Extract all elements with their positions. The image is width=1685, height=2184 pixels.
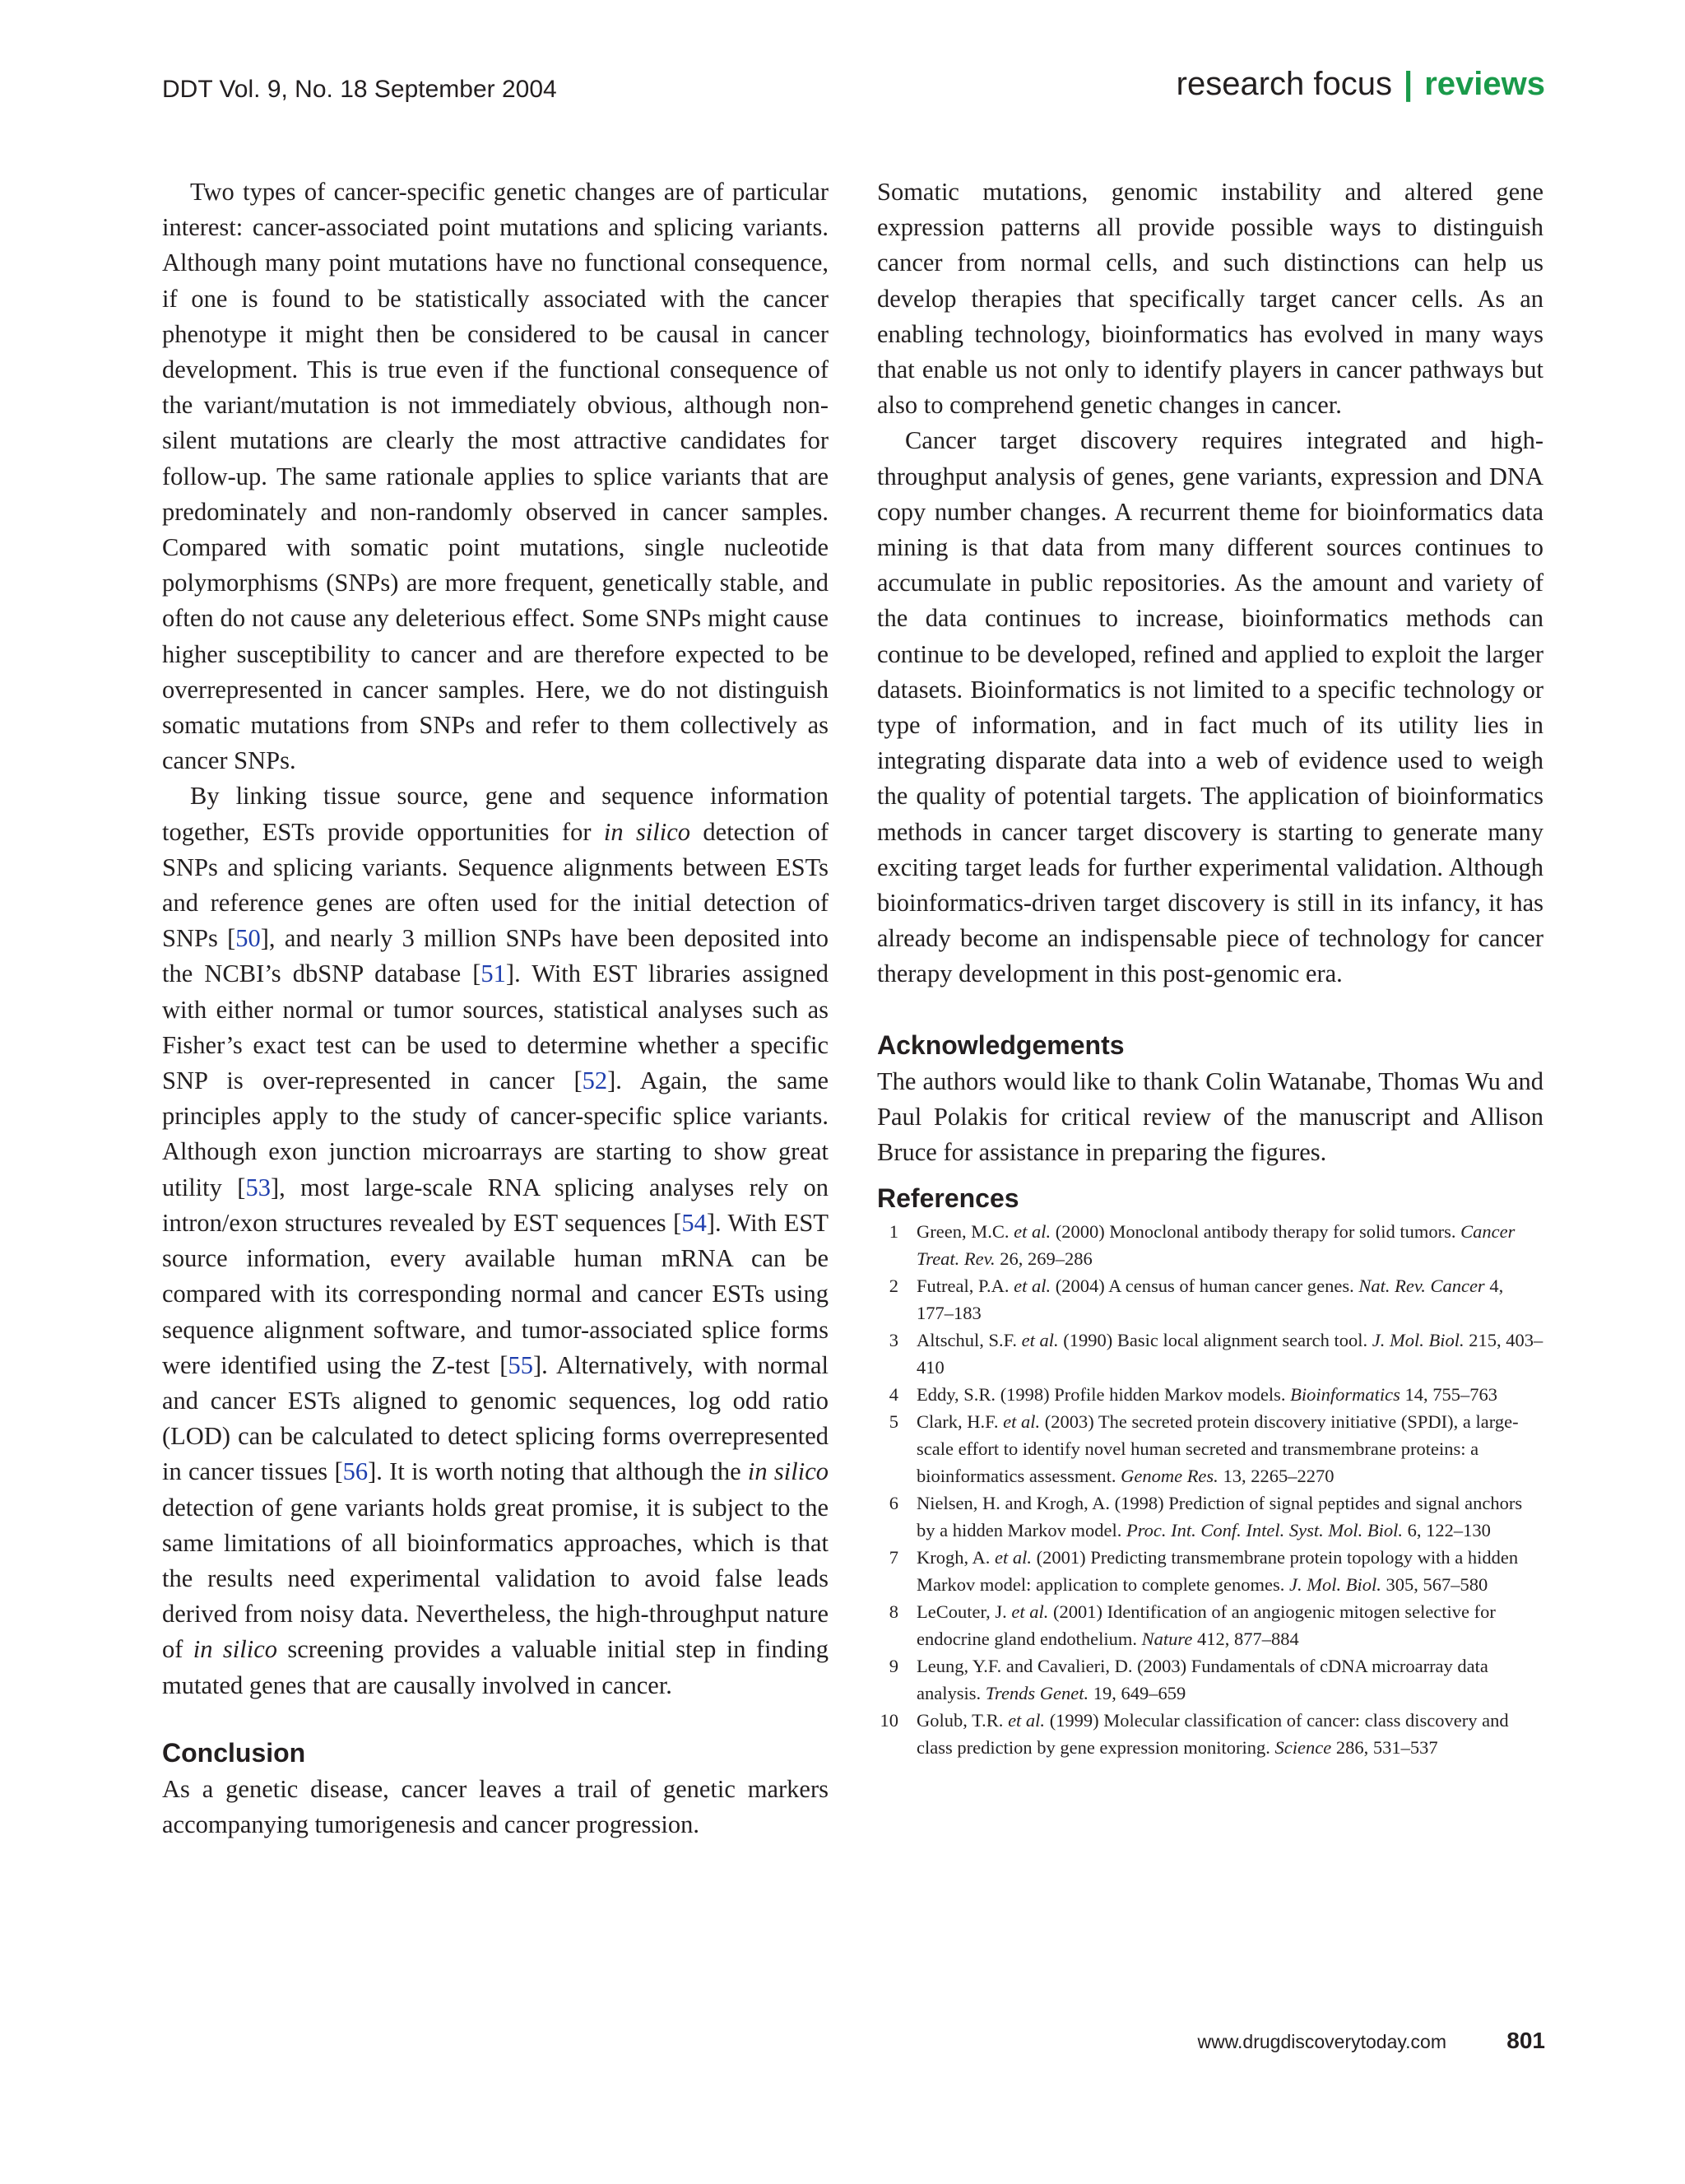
journal-name: Trends Genet. [985,1683,1089,1704]
reference-item [877,1381,1543,1408]
reference-text [917,1707,1543,1761]
volume-pages: 412, 877–884 [1192,1629,1299,1650]
text-run: By linking tissue source, gene and sequence information together, ESTs provide opportunities for [162,782,829,846]
reference-number: 4 [889,1384,898,1406]
reference-item [877,1218,1543,1272]
author: Futreal, P.A. [917,1276,1014,1297]
subsection-label: reviews [1424,66,1545,102]
journal-name: Science [1274,1737,1332,1759]
text-run: ]. Alternatively, with normal and cancer ESTs aligned to genomic sequences, log odd ratio (LOD) can be calculated to detect splicing forms overrepresented in cancer tissues [ [162,1350,829,1486]
italic-term: in silico [747,1457,829,1486]
volume-pages: 4, 177–183 [917,1276,1504,1324]
journal-name: J. Mol. Biol. [1289,1574,1381,1596]
text-run: ]. With EST source information, every available human mRNA can be compared with its corresponding normal and cancer ESTs using sequence alignment software, and tumor-associated splice forms were identified using the Z-test [ [162,1208,829,1379]
reference-text [917,1489,1543,1544]
title: (2001) Identification of an angiogenic mitogen selective for endocrine gland endothelium. [917,1601,1496,1650]
citation-link-56[interactable]: 56 [342,1457,369,1486]
reference-number: 5 [889,1411,898,1433]
volume-pages: 14, 755–763 [1400,1384,1498,1406]
journal-name: Cancer Treat. Rev. [917,1221,1516,1270]
volume-pages: 6, 122–130 [1402,1520,1491,1541]
references-heading: References [877,1183,1019,1214]
title: (2004) A census of human cancer genes. [1051,1276,1359,1297]
journal-name: Bioinformatics [1290,1384,1400,1406]
et-al: et al. [1008,1710,1046,1731]
acknowledgements-heading: Acknowledgements [877,1029,1125,1060]
reference-number: 2 [889,1276,898,1297]
paragraph-cancer-snps: Two types of cancer-specific genetic changes are of particular interest: cancer-associated point mutations and splicing variants. Although many point mutations have no functional consequence, if one is found to be statistically associated with the cancer phenotype it might then be considered to be causal in cancer development. This is true even if the functional consequence of the variant/mutation is not immediately obvious, although non-silent mutations are clearly the most attractive candidates for follow-up. The same rationale applies to splice variants that are predominately and non-randomly observed in cancer samples. Compared with somatic point mutations, single nucleotide polymorphisms (SNPs) are more frequent, genetically stable, and often do not cause any deleterious effect. Some SNPs might cause higher susceptibility to cancer and are therefore expected to be overrepresented in cancer samples. Here, we do not distinguish somatic mutations from SNPs and refer to them collectively as cancer SNPs. [162,178,829,775]
paragraph-conclusion-start: As a genetic disease, cancer leaves a trail of genetic markers accompanying tumorigenesis and cancer progression. [162,1774,829,1838]
author: Leung, Y.F. and Cavalieri, D. [917,1656,1133,1677]
volume-pages: 305, 567–580 [1381,1574,1488,1596]
title: (1998) Profile hidden Markov models. [996,1384,1291,1406]
reference-item [877,1598,1543,1652]
left-column [162,174,829,1842]
title: (2003) Fundamentals of cDNA microarray data analysis. [917,1656,1488,1704]
reference-text [917,1598,1543,1652]
text-run: ]. It is worth noting that although the [368,1457,748,1486]
right-column [877,174,1543,1761]
journal-name: Genome Res. [1121,1466,1218,1487]
text-run: detection of gene variants holds great promise, it is subject to the same limitations of all bioinformatics approaches, which is that the results need experimental validation to avoid false leads derived from noisy data. Nevertheless, the high-throughput nature of [162,1493,829,1664]
author: Green, M.C. [917,1221,1014,1243]
author: LeCouter, J. [917,1601,1012,1623]
reference-number: 10 [880,1710,898,1731]
journal-name: Nature [1141,1629,1193,1650]
journal-citation: DDT Vol. 9, No. 18 September 2004 [162,76,557,103]
reference-item [877,1544,1543,1598]
section-header [1177,66,1545,103]
author: Eddy, S.R. [917,1384,996,1406]
text-run: detection of SNPs and splicing variants. Sequence alignments between ESTs and reference genes are often used for the initial detection of SNPs [ [162,817,829,953]
volume-pages: 13, 2265–2270 [1218,1466,1335,1487]
text-run: ]. Again, the same principles apply to the study of cancer-specific splice variants. Although exon junction microarrays are starting to show great utility [ [162,1066,829,1201]
journal-name: Proc. Int. Conf. Intel. Syst. Mol. Biol. [1126,1520,1403,1541]
author: Golub, T.R. [917,1710,1009,1731]
reference-number: 8 [889,1601,898,1623]
paragraph-est-detection [162,778,829,1703]
italic-term: in silico [193,1635,277,1664]
conclusion-heading: Conclusion [162,1737,306,1768]
author: Krogh, A. [917,1547,995,1568]
reference-number: 1 [889,1221,898,1243]
text-run: ]. With EST libraries assigned with either normal or tumor sources, statistical analyses such as Fisher’s exact test can be used to determine whether a specific SNP is over-represented in cancer [ [162,960,829,1095]
paragraph-target-discovery: Cancer target discovery requires integrated and high-throughput analysis of genes, gene variants, expression and DNA copy number changes. A recurrent theme for bioinformatics data mining is that data from many different sources continues to accumulate in public repositories. As the amount and variety of the data continues to increase, bioinformatics methods can continue to be developed, refined and applied to exploit the larger datasets. Bioinformatics is not limited to a specific technology or type of information, and in fact much of its utility lies in integrating disparate data into a web of evidence used to weigh the quality of potential targets. The application of bioinformatics methods in cancer target discovery is starting to generate many exciting target leads for further experimental validation. Although bioinformatics-driven target discovery is still in its infancy, it has already become an indispensable piece of technology for cancer therapy development in this post-genomic era. [877,426,1543,988]
author: Altschul, S.F. [917,1330,1022,1351]
reference-item [877,1408,1543,1489]
et-al: et al. [1003,1411,1041,1433]
citation-link-50[interactable]: 50 [235,924,261,953]
et-al: et al. [1011,1601,1049,1623]
reference-text [917,1218,1543,1272]
title: (2001) Predicting transmembrane protein topology with a hidden Markov model: application to complete genomes. [917,1547,1519,1596]
section-label: research focus [1176,66,1393,102]
title: (1998) Prediction of signal peptides and signal anchors by a hidden Markov model. [917,1493,1523,1541]
reference-number: 6 [889,1493,898,1514]
reference-item [877,1652,1543,1707]
title: (2003) The secreted protein discovery initiative (SPDI), a large-scale effort to identify novel human secreted and transmembrane proteins: a bioinformatics assessment. [917,1411,1519,1487]
volume-pages: 19, 649–659 [1089,1683,1186,1704]
reference-item [877,1489,1543,1544]
reference-text [917,1272,1543,1327]
references-section [877,1182,1543,1761]
citation-link-51[interactable]: 51 [480,960,506,988]
volume-pages: 26, 269–286 [995,1248,1093,1270]
citation-link-52[interactable]: 52 [582,1066,608,1095]
author: Nielsen, H. and Krogh, A. [917,1493,1110,1514]
journal-name: J. Mol. Biol. [1372,1330,1465,1351]
volume-pages: 215, 403–410 [917,1330,1543,1378]
reference-number: 3 [889,1330,898,1351]
section-separator: | [1404,66,1413,102]
text-run: ], and nearly 3 million SNPs have been deposited into the NCBI’s dbSNP database [ [162,924,829,988]
citation-link-53[interactable]: 53 [245,1173,271,1201]
volume-pages: 286, 531–537 [1331,1737,1438,1759]
reference-text [917,1544,1543,1598]
title: (1990) Basic local alignment search tool. [1058,1330,1372,1351]
reference-number: 7 [889,1547,898,1568]
reference-item [877,1327,1543,1381]
citation-link-55[interactable]: 55 [508,1350,533,1379]
reference-item [877,1272,1543,1327]
author: Clark, H.F. [917,1411,1004,1433]
et-al: et al. [1014,1221,1051,1243]
italic-term: in silico [603,817,691,846]
text-run: ], most large-scale RNA splicing analyses rely on intron/exon structures revealed by EST sequences [ [162,1173,829,1237]
et-al: et al. [1014,1276,1051,1297]
paragraph-conclusion-cont: Somatic mutations, genomic instability and altered gene expression patterns all provide possible ways to distinguish cancer from normal cells, and such distinctions can help us develop therapies that specifically target cancer cells. As an enabling technology, bioinformatics has evolved in many ways that enable us not only to identify players in cancer pathways but also to comprehend genetic changes in cancer. [877,178,1543,420]
acknowledgements-text: The authors would like to thank Colin Watanabe, Thomas Wu and Paul Polakis for critical review of the manuscript and Allison Bruce for assistance in preparing the figures. [877,1066,1543,1167]
et-al: et al. [995,1547,1032,1568]
reference-text [917,1408,1543,1489]
title: (2000) Monoclonal antibody therapy for solid tumors. [1051,1221,1461,1243]
reference-number: 9 [889,1656,898,1677]
reference-text [917,1381,1543,1408]
journal-name: Nat. Rev. Cancer [1358,1276,1485,1297]
reference-text [917,1652,1543,1707]
et-al: et al. [1021,1330,1059,1351]
reference-text [917,1327,1543,1381]
journal-url[interactable]: www.drugdiscoverytoday.com [1197,2031,1446,2052]
reference-item [877,1707,1543,1761]
page-number: 801 [1506,2028,1545,2053]
title: (1999) Molecular classification of cancer: class discovery and class prediction by gene expression monitoring. [917,1710,1509,1759]
citation-link-54[interactable]: 54 [681,1208,707,1237]
text-run: screening provides a valuable initial step in finding mutated genes that are causally involved in cancer. [162,1635,829,1699]
